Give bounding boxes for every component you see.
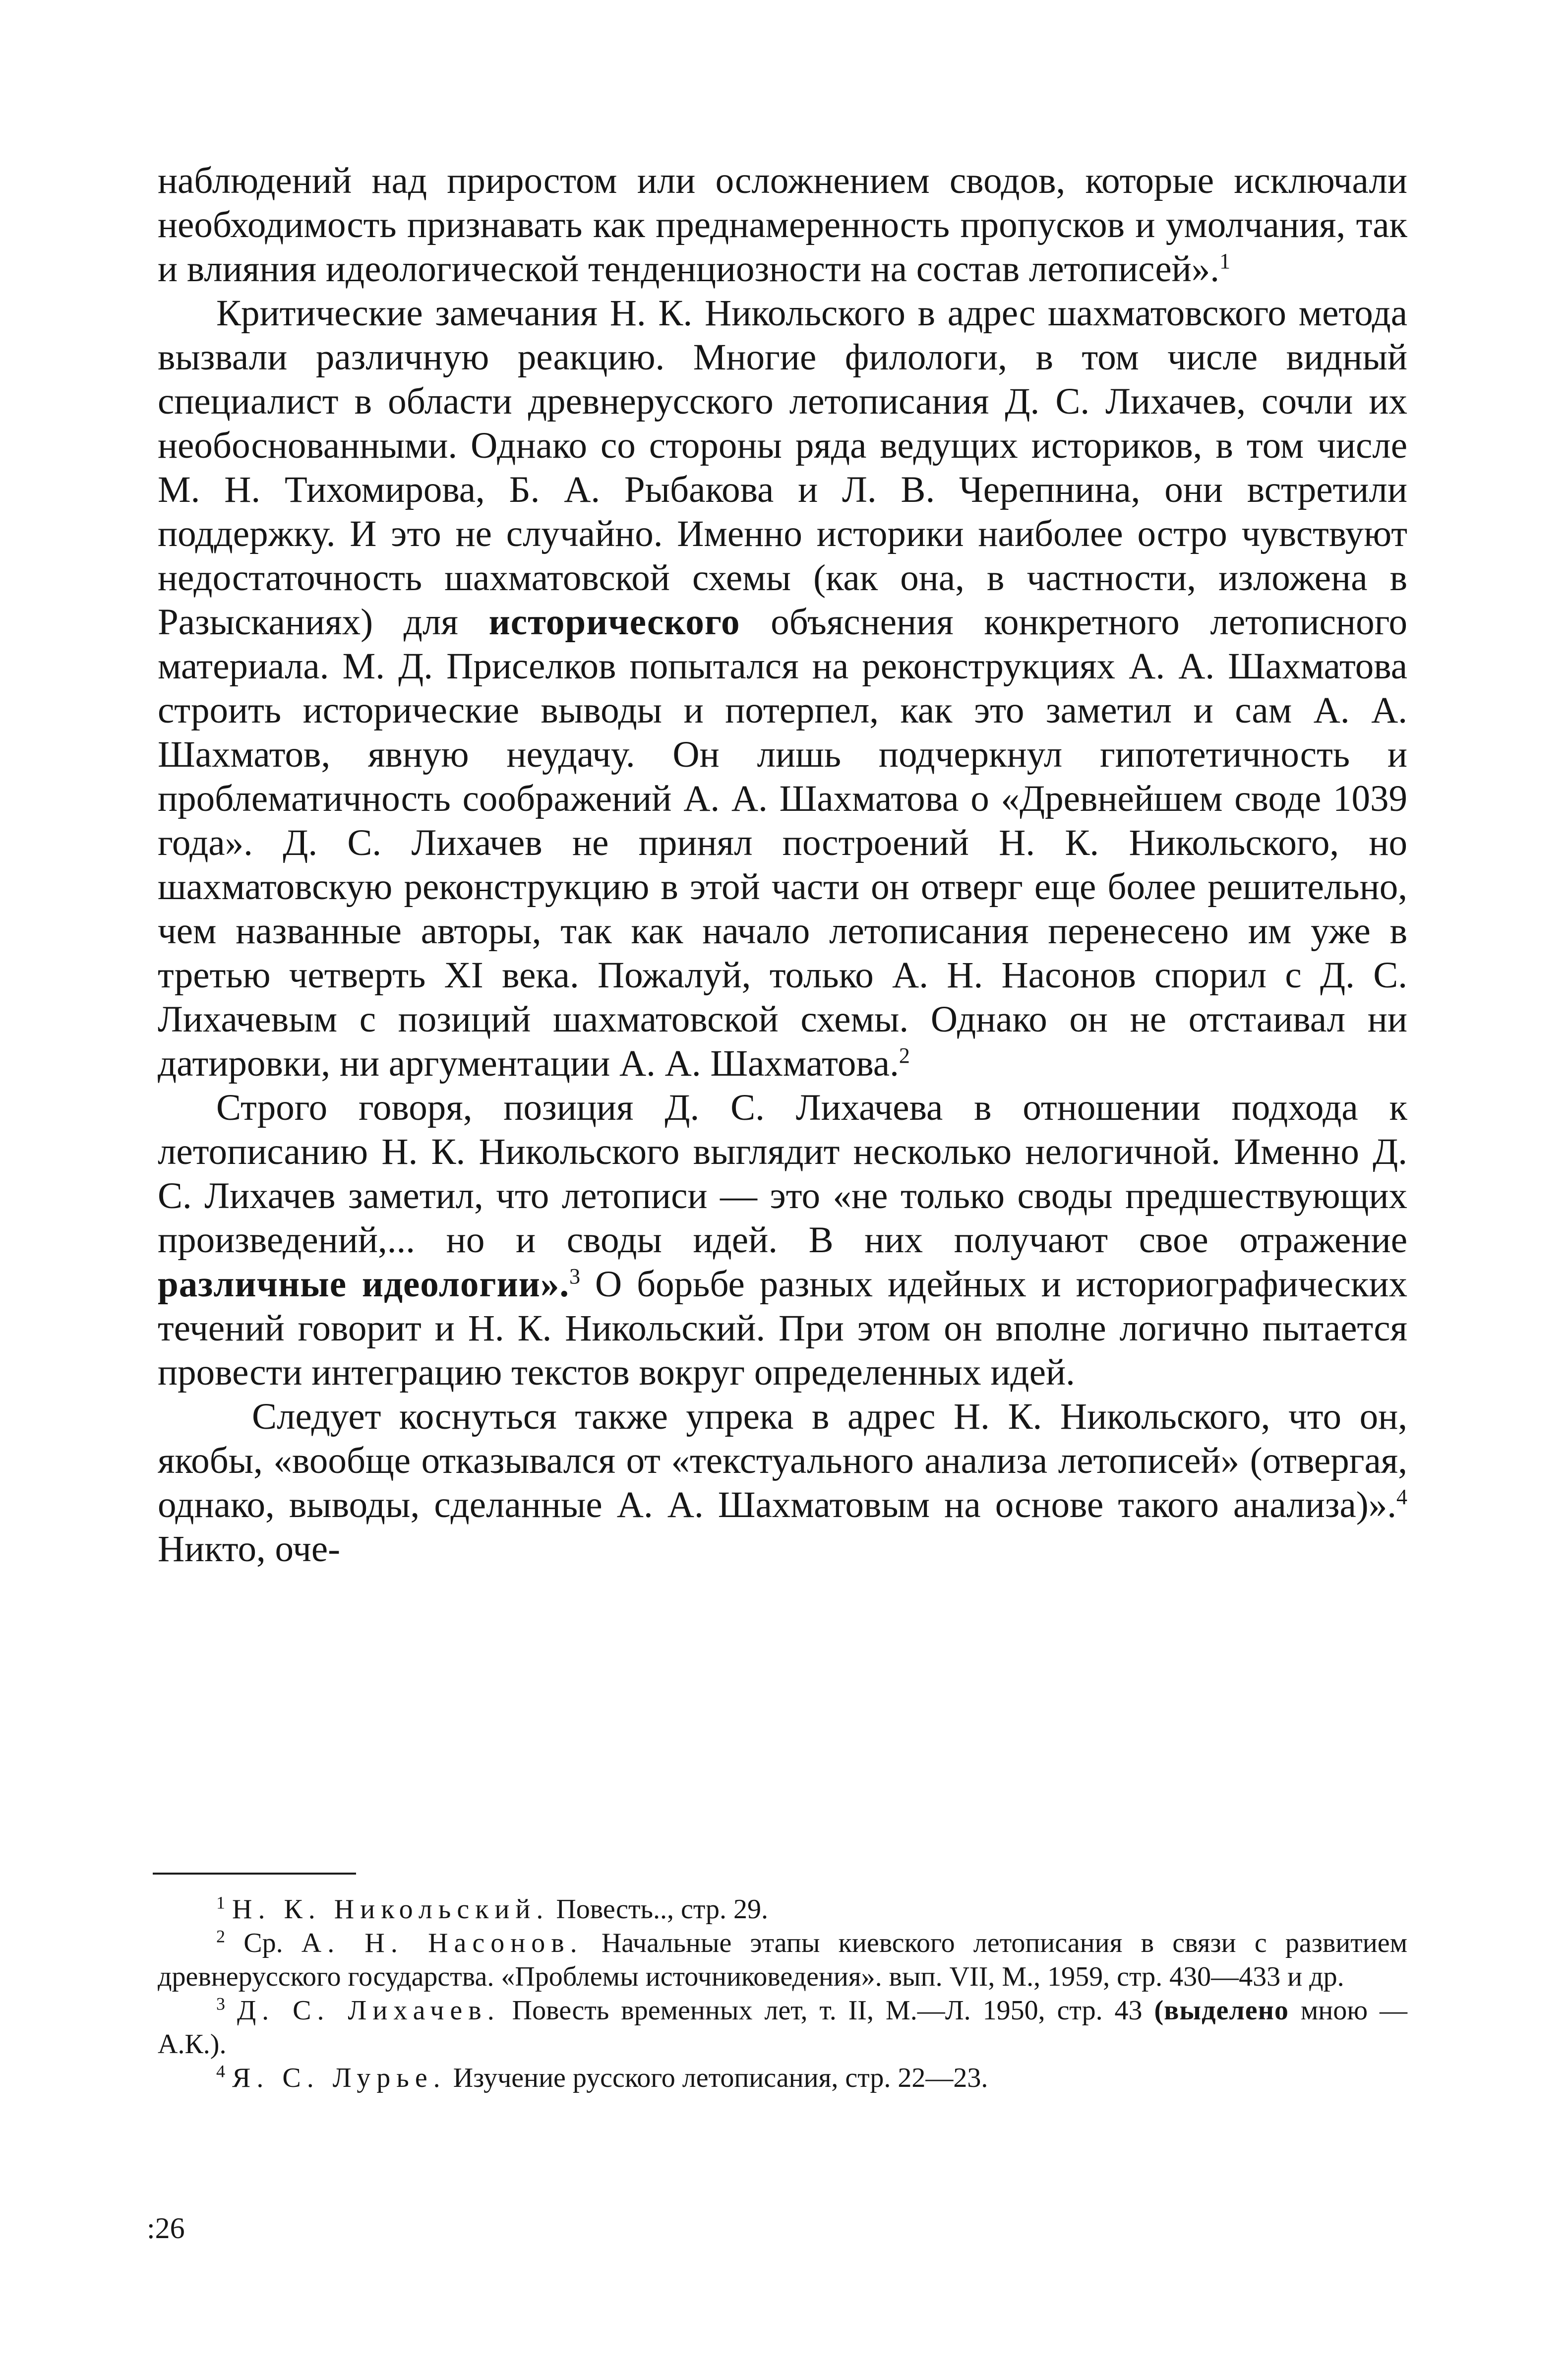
footnote-prefix: Ср.: [243, 1928, 302, 1958]
paragraph-text: наблюдений над приростом или осложнением сводов, которые исключали необходимость признавать как преднамеренность пропусков и умолчания, так и влияния идеологической тенденциозности на состав летописей».: [158, 160, 1407, 290]
paragraph-text: Строго говоря, позиция Д. С. Лихачева в отношении подхода к летописанию Н. К. Никольского выглядит несколько нелогичной. Именно Д. С. Лихачев заметил, что летописи — это «не только своды предшествующих произведений,... но и своды идей. В них получают свое отражение: [158, 1087, 1407, 1261]
footnote-reference[interactable]: 4: [1396, 1485, 1407, 1509]
paragraph-text: объяснения конкретного летописного материала. М. Д. Приселков попытался на реконструкциях А. А. Шахматова строить исторические выводы и потерпел, как это заметил и сам А. А. Шахматов, явную неудачу. Он лишь подчеркнул гипотетичность и проблематичность соображений А. А. Шахматова о «Древнейшем своде 1039 года». Д. С. Лихачев не принял построений Н. К. Никольского, но шахматовскую реконструкцию в этой части он отверг еще более решительно, чем названные авторы, так как начало летописания перенесено им уже в третью четверть XI века. Пожалуй, только А. Н. Насонов спорил с Д. С. Лихачевым с позиций шахматовской схемы. Однако он не отстаивал ни датировки, ни аргументации А. А. Шахматова.: [158, 602, 1407, 1084]
footnote-author: Д. С. Лихачев.: [237, 1995, 500, 2026]
footnote-1: [158, 1892, 1407, 1926]
footnote-text: Изучение русского летописания, стр. 22—23.: [446, 2063, 988, 2093]
main-text: [158, 159, 1407, 1571]
footnote-reference[interactable]: 1: [1219, 249, 1231, 273]
footnote-mark: 4: [216, 2061, 225, 2081]
page-body: [158, 159, 1407, 1571]
page-number: :26: [147, 2212, 185, 2245]
footnote-reference[interactable]: 3: [569, 1264, 581, 1288]
emphasized-text: исторического: [488, 602, 740, 643]
footnote-author: А. Н. Насонов.: [301, 1928, 583, 1958]
paragraph-2: [158, 291, 1407, 1086]
footnote-author: Н. К. Никольский.: [232, 1894, 549, 1925]
footnote-reference[interactable]: 2: [899, 1043, 910, 1068]
footnote-3: [158, 1994, 1407, 2061]
paragraph-text: О борьбе разных идейных и историографических течений говорит и Н. К. Никольский. При этом он вполне логично пытается провести интеграцию текстов вокруг определенных идей.: [158, 1264, 1407, 1393]
footnote-4: [158, 2061, 1407, 2095]
paragraph-text: Критические замечания Н. К. Никольского в адрес шахматовского метода вызвали различную реакцию. Многие филологи, в том числе видный специалист в области древнерусского летописания Д. С. Лихачев, сочли их необоснованными. Однако со стороны ряда ведущих историков, в том числе М. Н. Тихомирова, Б. А. Рыбакова и Л. В. Черепнина, они встретили поддержку. И это не случайно. Именно историки наиболее остро чувствуют недостаточность шахматовской схемы (как она, в частности, изложена в Разысканиях) для: [158, 293, 1407, 643]
footnote-mark: 2: [216, 1926, 225, 1946]
footnote-mark: 1: [216, 1892, 225, 1913]
footnote-text: Начальные этапы киевского летописания в связи с развитием древнерусского государства. «Проблемы источниковедения». вып. VII, М., 1959, стр. 430—433 и др.: [158, 1928, 1408, 1992]
footnote-2: [158, 1926, 1407, 1994]
footnote-text: Повесть временных лет, т. II, М.—Л. 1950, стр. 43: [500, 1995, 1154, 2026]
footnote-text: мною — А.К.).: [158, 1995, 1408, 2060]
footnote-author: Я. С. Лурье.: [232, 2063, 446, 2093]
footnotes: [158, 1892, 1407, 2095]
footnote-separator: [153, 1873, 356, 1875]
footnote-text: Повесть.., стр. 29.: [549, 1894, 768, 1925]
paragraph-text: Следует коснуться также упрека в адрес Н. К. Никольского, что он, якобы, «вообще отказывался от «текстуального анализа летописей» (отвергая, однако, выводы, сделанные А. А. Шахматовым на основе такого анализа)».: [158, 1396, 1407, 1525]
footnote-mark: 3: [216, 1994, 225, 2014]
emphasized-text: различные идеологии»: [158, 1264, 560, 1305]
footnote-emphasis: (выделено: [1154, 1995, 1289, 2026]
paragraph-3: Строго говоря, позиция Д. С. Лихачева в отношении подхода к летописанию Н. К. Никольского выглядит несколько нелогичной. Именно Д. С. Лихачев заметил, что летописи — это «не только своды предшествующих произведений,... но и своды идей. В них получают свое отражение различные идеологии».$^3$ О борьбе разных идейных и историографических течений говорит и Н. К. Никольский. При этом он вполне логично пытается провести интеграцию текстов вокруг определенных идей.: [158, 1087, 1407, 1393]
paragraph-1: [158, 159, 1407, 291]
paragraph-text: Никто, оче-: [158, 1528, 341, 1570]
paragraph-4: [158, 1395, 1407, 1571]
